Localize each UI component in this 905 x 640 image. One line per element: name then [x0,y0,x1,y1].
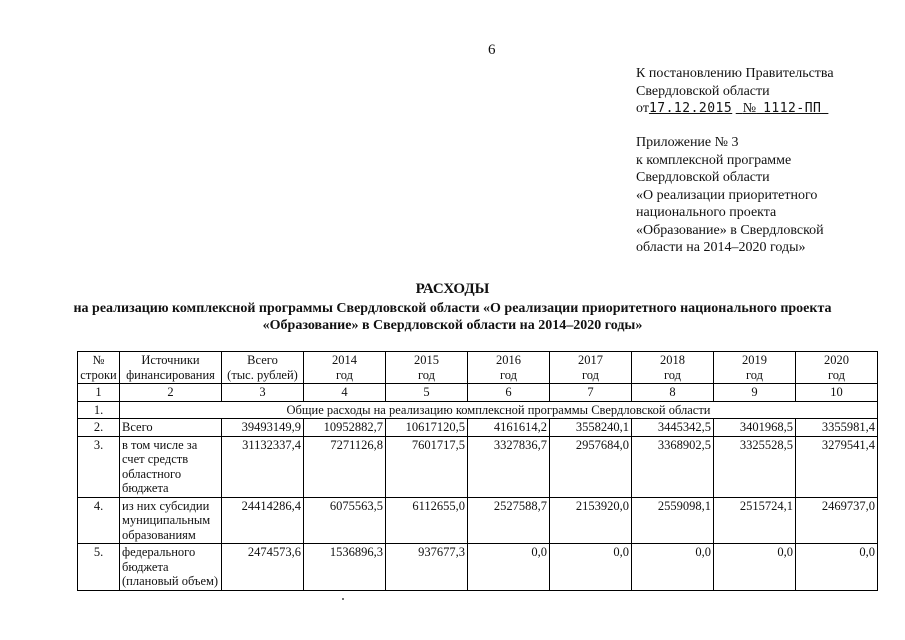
value-cell: 7271126,8 [304,436,386,497]
index-cell: 10 [796,384,878,402]
value-cell: 2474573,6 [222,544,304,591]
value-cell: 0,0 [632,544,714,591]
table-row [78,544,878,591]
header-cell-year: 2014 год [304,352,386,384]
source-cell: федерального бюджета (плановый объем) [120,544,222,591]
source-cell: Всего [120,419,222,437]
resolution-line-1: К постановлению Правительства [636,66,834,81]
header-cell-source: Источники финансирования [120,352,222,384]
source-cell: в том числе за счет средств областного бюджета [120,436,222,497]
value-cell: 39493149,9 [222,419,304,437]
date-prefix: от [636,101,649,116]
source-cell: из них субсидии муниципальным образованиям [120,497,222,544]
value-cell: 2957684,0 [550,436,632,497]
value-cell: 3355981,4 [796,419,878,437]
section-row [78,401,878,419]
value-cell: 3368902,5 [632,436,714,497]
title-subtitle: на реализацию комплексной программы Свердловской области «О реализации приоритетного национального проекта «Образование» в Свердловской области на 2014–2020 годы» [73,301,832,333]
section-title-cell: Общие расходы на реализацию комплексной программы Свердловской области [120,401,878,419]
header-cell-year: 2020 год [796,352,878,384]
index-cell: 3 [222,384,304,402]
value-cell: 2153920,0 [550,497,632,544]
value-cell: 3279541,4 [796,436,878,497]
annex-line: «Образование» в Свердловской [636,222,824,238]
annex-line: к комплексной программе [636,152,792,168]
header-cell-row-number: № строки [78,352,120,384]
value-cell: 4161614,2 [468,419,550,437]
value-cell: 3325528,5 [714,436,796,497]
value-cell: 3401968,5 [714,419,796,437]
resolution-line-2: Свердловской области [636,83,770,99]
index-cell: 9 [714,384,796,402]
title-main: РАСХОДЫ [415,281,490,297]
table-row [78,436,878,497]
value-cell: 0,0 [714,544,796,591]
value-cell: 1536896,3 [304,544,386,591]
index-cell: 2 [120,384,222,402]
value-cell: 2469737,0 [796,497,878,544]
header-cell-total: Всего (тыс. рублей) [222,352,304,384]
document-title [40,281,865,334]
index-cell: 4 [304,384,386,402]
header-cell-year: 2018 год [632,352,714,384]
value-cell: 0,0 [796,544,878,591]
value-cell: 2527588,7 [468,497,550,544]
annex-line: Приложение № 3 [636,135,739,150]
row-number-cell: 2. [78,419,120,437]
annex-line: области на 2014–2020 годы» [636,240,806,255]
index-cell: 8 [632,384,714,402]
value-cell: 937677,3 [386,544,468,591]
value-cell: 0,0 [550,544,632,591]
annex-line: Свердловской области [636,170,770,185]
column-index-row [78,384,878,402]
row-number-cell: 4. [78,497,120,544]
page-number: 6 [488,42,496,58]
scan-speck [342,598,344,600]
expenses-table [77,351,878,591]
index-cell: 5 [386,384,468,402]
value-cell: 6075563,5 [304,497,386,544]
index-cell: 7 [550,384,632,402]
value-cell: 10952882,7 [304,419,386,437]
header-cell-year: 2019 год [714,352,796,384]
resolution-date: 17.12.2015 [648,101,733,116]
index-cell: 6 [468,384,550,402]
header-cell-year: 2017 год [550,352,632,384]
value-cell: 2559098,1 [632,497,714,544]
table-row [78,419,878,437]
value-cell: 3558240,1 [550,419,632,437]
annex-line: национального проекта [636,205,777,220]
header-cell-year: 2016 год [468,352,550,384]
value-cell: 10617120,5 [386,419,468,437]
value-cell: 0,0 [468,544,550,591]
value-cell: 7601717,5 [386,436,468,497]
resolution-date-line [636,100,898,118]
value-cell: 24414286,4 [222,497,304,544]
annex-line: «О реализации приоритетного [636,187,818,203]
number-prefix: № [742,101,757,116]
row-number-cell: 1. [78,401,120,419]
value-cell: 31132337,4 [222,436,304,497]
value-cell: 6112655,0 [386,497,468,544]
table-row [78,497,878,544]
resolution-reference [636,65,898,118]
value-cell: 3445342,5 [632,419,714,437]
table-header-row [78,352,878,384]
value-cell: 2515724,1 [714,497,796,544]
row-number-cell: 3. [78,436,120,497]
value-cell: 3327836,7 [468,436,550,497]
annex-reference [636,134,898,257]
resolution-number: 1112-ПП [763,101,822,116]
index-cell: 1 [78,384,120,402]
header-cell-year: 2015 год [386,352,468,384]
row-number-cell: 5. [78,544,120,591]
